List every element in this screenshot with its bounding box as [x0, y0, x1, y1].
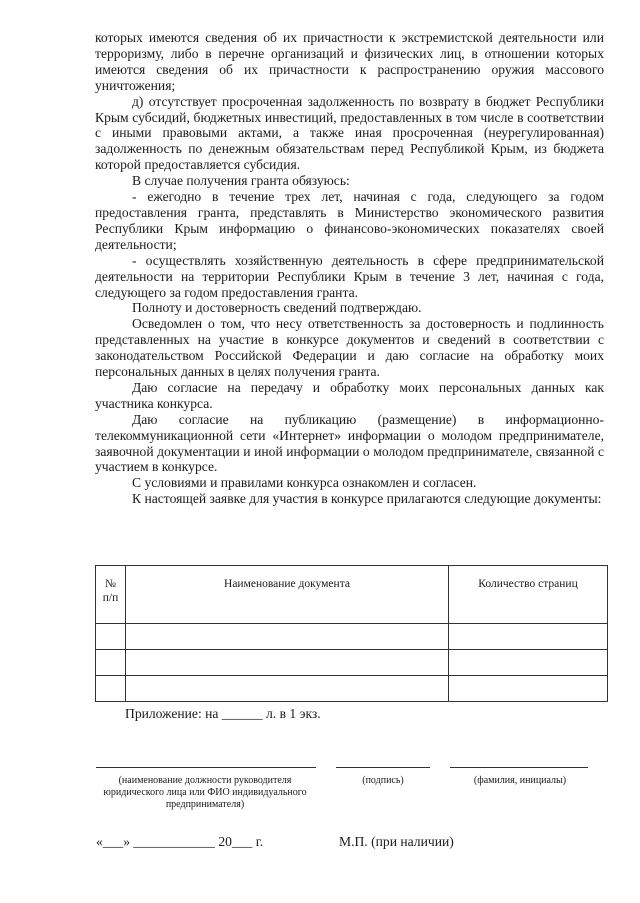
paragraph-terms-agreed: С условиями и правилами конкурса ознакомлен и согласен. [132, 475, 477, 491]
table-header-row [96, 566, 608, 624]
table-cell[interactable] [126, 676, 449, 702]
paragraph-confirm: Полноту и достоверность сведений подтверждаю. [132, 300, 422, 316]
table-row [96, 676, 608, 702]
column-header-document-name: Наименование документа [126, 566, 449, 624]
stamp-placeholder: М.П. (при наличии) [339, 834, 454, 849]
attachment-line: Приложение: на ______ л. в 1 экз. [125, 706, 321, 721]
date-line: «___» ____________ 20___ г. [96, 834, 264, 849]
column-header-number [96, 566, 126, 624]
signature-caption: (подпись) [362, 775, 404, 786]
paragraph-consent-processing: Даю согласие на передачу и обработку моих персональных данных как участника конкурса. [95, 379, 604, 411]
table-cell[interactable] [449, 650, 608, 676]
table-cell[interactable] [96, 650, 126, 676]
column-header-page-count: Количество страниц [449, 566, 608, 624]
name-signature-line[interactable] [450, 767, 588, 768]
table-cell[interactable] [96, 676, 126, 702]
signature-line[interactable] [336, 767, 430, 768]
table-row [96, 624, 608, 650]
table-cell[interactable] [126, 650, 449, 676]
paragraph-continuation: которых имеются сведения об их причастности к экстремистской деятельности или терроризму, либо в перечне организаций и физических лиц, в отношении которых имеются сведения об их причастности к распространению оружия массового уничтожения; [95, 30, 604, 93]
name-caption: (фамилия, инициалы) [473, 775, 567, 786]
column-header-number-abbr: п/п [102, 592, 119, 604]
paragraph-obligation-intro: В случае получения гранта обязуюсь: [132, 173, 350, 189]
paragraph-responsibility: Осведомлен о том, что несу ответственность за достоверность и подлинность представленных на участие в конкурсе документов и сведений в соответствии с законодательством Российской Федерации и даю согласие на обработку моих персональных данных в целях получения гранта. [95, 316, 604, 380]
table-cell[interactable] [96, 624, 126, 650]
paragraph-consent-publication: Даю согласие на публикацию (размещение) в информационно-телекоммуникационной сети «Интернет» информации о молодом предпринимателе, заявочной документации и иной информации о молодом предпринимателе, связанной с участием в конкурсе. [95, 411, 604, 475]
application-text [95, 30, 604, 507]
table-cell[interactable] [126, 624, 449, 650]
position-signature-line[interactable] [96, 767, 316, 768]
table-row [96, 650, 608, 676]
documents-table [95, 565, 608, 702]
paragraph-obligation-activity: - осуществлять хозяйственную деятельность в сфере предпринимательской деятельности на территории Республики Крым в течение 3 лет, начиная с года, следующего за годом предоставления гранта. [95, 252, 604, 300]
paragraph-item-d: д) отсутствует просроченная задолженность по возврату в бюджет Республики Крым субсидий, бюджетных инвестиций, предоставленных в том числе в соответствии с иными правовыми актами, а также иная просроченная (неурегулированная) задолженность по денежным обязательствам перед Республикой Крым, из бюджета которой предоставляется субсидия. [95, 93, 604, 173]
paragraph-obligation-report: - ежегодно в течение трех лет, начиная с года, следующего за годом предоставления гранта, представлять в Министерство экономического развития Республики Крым информацию о финансово-экономических показателях своей деятельности; [95, 189, 604, 252]
table-cell[interactable] [449, 676, 608, 702]
paragraph-attachments-intro: К настоящей заявке для участия в конкурсе прилагаются следующие документы: [132, 491, 602, 507]
position-caption: (наименование должности руководителя юридического лица или ФИО индивидуального предпринимателя) [103, 775, 307, 810]
table-cell[interactable] [449, 624, 608, 650]
column-header-number-symbol: № [105, 578, 116, 590]
